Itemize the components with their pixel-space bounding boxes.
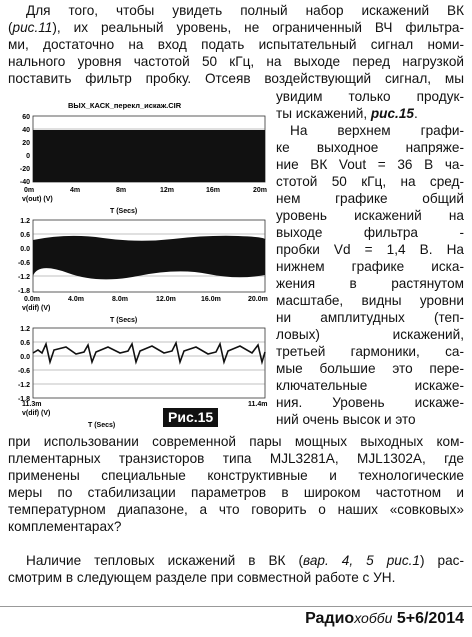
para2-right-line: жения в растянутом — [276, 276, 464, 291]
para2-right-line: ний очень высок и это — [276, 412, 416, 427]
para1-line-4: нального уровня частотой 50 кГц, на выходе перед нагрузкой — [8, 54, 464, 69]
p2-xtick: 4.0m — [68, 296, 84, 303]
para2-right-line: уровень искажений на — [276, 208, 464, 223]
p2-xtick: 0.0m — [24, 296, 40, 303]
p1-xtick: 16m — [206, 187, 221, 194]
p1-ytick: 40 — [22, 127, 30, 134]
p2-ytick: -1.8 — [17, 288, 30, 295]
vdif-zoom-waveform — [33, 343, 265, 362]
p2-xlabel: T (Secs) — [110, 317, 138, 324]
para2-full-line: при использовании современной пары мощных выходных ком- — [8, 434, 464, 449]
p3-ytick: 0.6 — [20, 340, 30, 347]
oscillogram-figure — [8, 100, 272, 430]
p1-ytick: -40 — [19, 179, 30, 186]
para2-right-line: ке выходное напряже- — [276, 140, 464, 155]
plot-vdif — [18, 218, 268, 324]
para2-full-line: плементарных транзисторов типа MJL3281A, MJL1302A, где — [8, 451, 464, 466]
para1-line-6: увидим только продук- — [276, 89, 464, 104]
para2-right-line: ния. Уровень искаже- — [276, 395, 464, 410]
p1-ytick: 60 — [22, 114, 30, 121]
p2-ylabel: v(dif) (V) — [22, 305, 51, 312]
p2-xtick: 8.0m — [112, 296, 128, 303]
para2-right-line: третьей гармоники, са- — [276, 344, 464, 359]
para2-right-line: пробки Vd = 1,4 В. На — [276, 242, 464, 257]
p2-ytick: 0.6 — [20, 232, 30, 239]
figure-ref-15: рис.15 — [370, 106, 414, 121]
p1-xtick: 8m — [116, 187, 127, 194]
para2-right-line: мые большие это пере- — [276, 361, 464, 376]
p1-xlabel: T (Secs) — [110, 208, 138, 215]
figure-label: Рис.15 — [163, 408, 218, 427]
p3-ytick: 1.2 — [20, 326, 30, 333]
plot-vout — [20, 114, 267, 215]
p1-ytick: 0 — [26, 153, 30, 160]
p1-xtick: 4m — [70, 187, 81, 194]
para2-full-line: комплементарах? — [8, 519, 122, 534]
para2-right-line: ключательные искаже- — [276, 378, 464, 393]
para1-line-7: ты искажений, рис.15. — [276, 106, 418, 121]
p3-ytick: -0.6 — [17, 368, 30, 375]
p2-ytick: 0.0 — [20, 246, 30, 253]
p3-ytick: -1.8 — [17, 396, 30, 403]
p1-xtick: 20m — [253, 187, 268, 194]
para1-line-1: Для того, чтобы увидеть полный набор искажений ВК — [26, 3, 464, 18]
p3-ylabel: v(dif) (V) — [22, 410, 51, 417]
para2-full-line: меры по стабилизации параметров в широком частотном и — [8, 485, 464, 500]
para2-full-line: применены специальные конструктивные и технологические — [8, 468, 464, 483]
p3-xlabel: T (Secs) — [88, 422, 116, 429]
p2-ytick: -0.6 — [17, 260, 30, 267]
p1-xtick: 12m — [160, 187, 175, 194]
p3-ytick: -1.2 — [17, 382, 30, 389]
para2-right-line: ни амплитудных (теп- — [276, 310, 464, 325]
oscillogram-svg — [8, 100, 272, 430]
para2-right-line: На верхнем графи- — [290, 123, 464, 138]
figure-ref: рис.11 — [12, 20, 53, 35]
para1-line-2: (рис.11), их реальный уровень, не ограниченный ВЧ фильтра- — [8, 20, 464, 35]
p3-xtick-start: 11.3m — [22, 401, 42, 408]
para2-right-line: нижнем графике иска- — [276, 259, 464, 274]
para2-right-line: масштабе, видны уровни — [276, 293, 464, 308]
p1-ytick: -20 — [19, 166, 30, 173]
figure-title: ВЫХ_КАСК_перекл_искаж.CIR — [68, 101, 182, 110]
para2-right-line: ние ВК Vout = 36 В ча- — [276, 157, 464, 172]
p2-ytick: 1.2 — [20, 218, 30, 225]
para3-line-2: смотрим в следующем разделе при совместной работе с УН. — [8, 570, 396, 585]
p1-xtick: 0m — [24, 187, 35, 194]
p1-ytick: 20 — [22, 140, 30, 147]
p3-ytick: 0.0 — [20, 354, 30, 361]
plot-vdif-zoom — [18, 326, 268, 429]
vdif-waveform — [33, 236, 265, 280]
para2-full-line: температурном диапазоне, а что говорить о наших «совковых» — [8, 502, 464, 517]
p2-xtick: 16.0m — [201, 296, 221, 303]
p3-xtick-end: 11.4m — [248, 401, 268, 408]
para1-line-3: ми, достаточно на вход подать испытательный сигнал номи- — [8, 37, 464, 52]
para2-right-line: стотой 50 кГц, на сред- — [276, 174, 464, 189]
p2-xtick: 12.0m — [156, 296, 176, 303]
para2-right-line: ловых) искажений, — [276, 327, 464, 342]
vout-waveform — [33, 130, 265, 182]
para2-right-line: нем графике общий — [276, 191, 464, 206]
magazine-footer: Радиохобби 5+6/2014 — [305, 610, 464, 627]
para3-line-1: Наличие тепловых искажений в ВК (вар. 4, 5 рис.1) рас- — [26, 553, 464, 568]
variant-ref: вар. 4, 5 рис.1 — [303, 553, 420, 568]
p2-xtick: 20.0m — [248, 296, 268, 303]
para1-line-5: поставить фильтр пробку. Отсеяв воздействующий сигнал, мы — [8, 71, 464, 86]
p1-ylabel: v(out) (V) — [22, 196, 53, 203]
para2-right-line: выходе фильтра - — [276, 225, 464, 240]
footer-rule — [0, 606, 472, 607]
p2-ytick: -1.2 — [17, 274, 30, 281]
